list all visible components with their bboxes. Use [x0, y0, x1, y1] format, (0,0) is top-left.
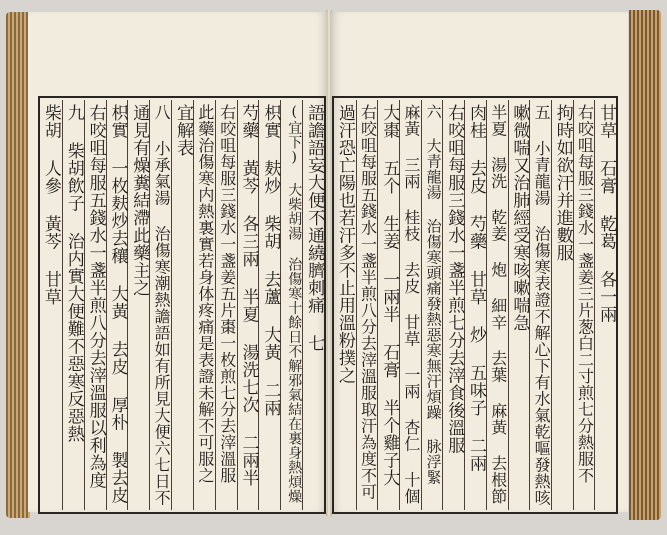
- right-page-column: [399, 100, 422, 510]
- left-page-column: [193, 100, 216, 510]
- right-page-column: [334, 100, 356, 510]
- column-text: 嗽微喘又治肺經受寒咳嗽喘急: [509, 104, 530, 332]
- column-text: 右咬咀每服五錢水一盞半煎八分去滓溫服以利為度: [85, 104, 106, 489]
- left-page-edges: [6, 12, 30, 518]
- column-text: 麻黃 三兩 桂枝 去皮 甘草 一兩 杏仁 十個: [401, 104, 421, 505]
- column-text: 語譫語妄大便不通繞臍刺痛 七: [304, 104, 325, 352]
- column-text: 肉桂 去皮 芍藥 甘草 炒 五味子 二兩: [465, 104, 486, 472]
- right-page-column: [464, 100, 487, 510]
- column-text: 宜解表: [172, 104, 193, 157]
- left-page-column: [106, 100, 129, 510]
- left-page-column: [149, 100, 172, 510]
- left-page-column: [302, 100, 325, 510]
- column-text: 枳實 一枚麸炒去穰 大黃 去皮 厚朴 製去皮: [107, 104, 128, 504]
- right-page-column: [508, 100, 531, 510]
- left-page: [28, 12, 328, 512]
- right-page-column: [486, 100, 509, 510]
- column-text: 半夏 湯洗 乾姜 炮 細辛 去葉 麻黃 去根節: [488, 104, 508, 505]
- column-text: 柴胡 人參 黃芩 甘草: [40, 104, 61, 306]
- column-text: 此藥治傷寒内熱裏實若身体疼痛是表證未解不可服之: [195, 104, 215, 484]
- column-text: 芍藥 黃芩 各三兩 半夏 湯洗七次 二兩半: [238, 104, 259, 487]
- right-page-column: [551, 100, 574, 510]
- open-book: [6, 6, 661, 526]
- column-text: 過汗恐亡陽也若汗多不止用溫粉撲之: [334, 104, 355, 384]
- column-text: 右咬咀每服三錢水一盞姜五片棗一枚煎七分去滓溫服: [217, 104, 237, 484]
- left-page-column: [40, 100, 62, 510]
- left-page-column: [215, 100, 238, 510]
- right-page: [330, 12, 628, 512]
- left-page-column: [280, 100, 303, 510]
- left-page-column: [127, 100, 150, 510]
- right-text-frame: [332, 96, 618, 514]
- left-page-column: [258, 100, 281, 510]
- left-page-column: [62, 100, 85, 510]
- column-text: 通見有燥糞結滯此藥主之: [129, 104, 150, 297]
- right-page-column: [377, 100, 400, 510]
- right-page-column: [356, 100, 379, 510]
- left-page-column: [237, 100, 260, 510]
- column-text: 甘草 石膏 乾葛 各一兩: [596, 104, 617, 323]
- column-text: 右咬咀每服三錢水一盞半煎七分去滓食後溫服: [444, 104, 465, 454]
- column-text: (宜下) 大柴胡湯 治傷寒十餘日不解邪氣結在裏身熱煩燥: [286, 104, 303, 504]
- left-page-column: [84, 100, 107, 510]
- column-text: 九 柴胡飲子 治内實大便難不惡寒反惡熱: [63, 104, 84, 443]
- column-text: 大棗 五个 生姜 一兩半 石膏 半个雞子大: [379, 104, 400, 487]
- left-text-frame: [38, 96, 326, 514]
- column-text: 枳實 麸炒 柴胡 去蘆 大黃 二兩: [260, 104, 281, 417]
- right-page-edges: [629, 10, 661, 520]
- column-text: 右咬咀每服三錢水一盞姜三片葱白二寸煎七分熱服不: [575, 104, 595, 484]
- column-text: 五 小青龍湯 治傷寒表證不解心下有水氣乾嘔發熱咳: [532, 104, 552, 506]
- right-page-column: [421, 100, 444, 510]
- column-text: 右咬咀每服五錢水一盞半煎八分去滓溫服取汗為度不可: [358, 104, 378, 500]
- column-text: 八 小承氣湯 治傷寒潮熱譫語如有所見大便六七日不: [152, 104, 172, 506]
- right-page-column: [573, 100, 596, 510]
- column-text: 六 大青龍湯 治傷寒頭痛發熱惡寒無汗煩躁 脉浮緊: [424, 104, 443, 485]
- right-page-column: [529, 100, 552, 510]
- right-page-column: [594, 100, 617, 510]
- column-text: 拘時如欲汗并進數服: [552, 104, 573, 262]
- right-page-column: [442, 100, 465, 510]
- left-page-column: [171, 100, 194, 510]
